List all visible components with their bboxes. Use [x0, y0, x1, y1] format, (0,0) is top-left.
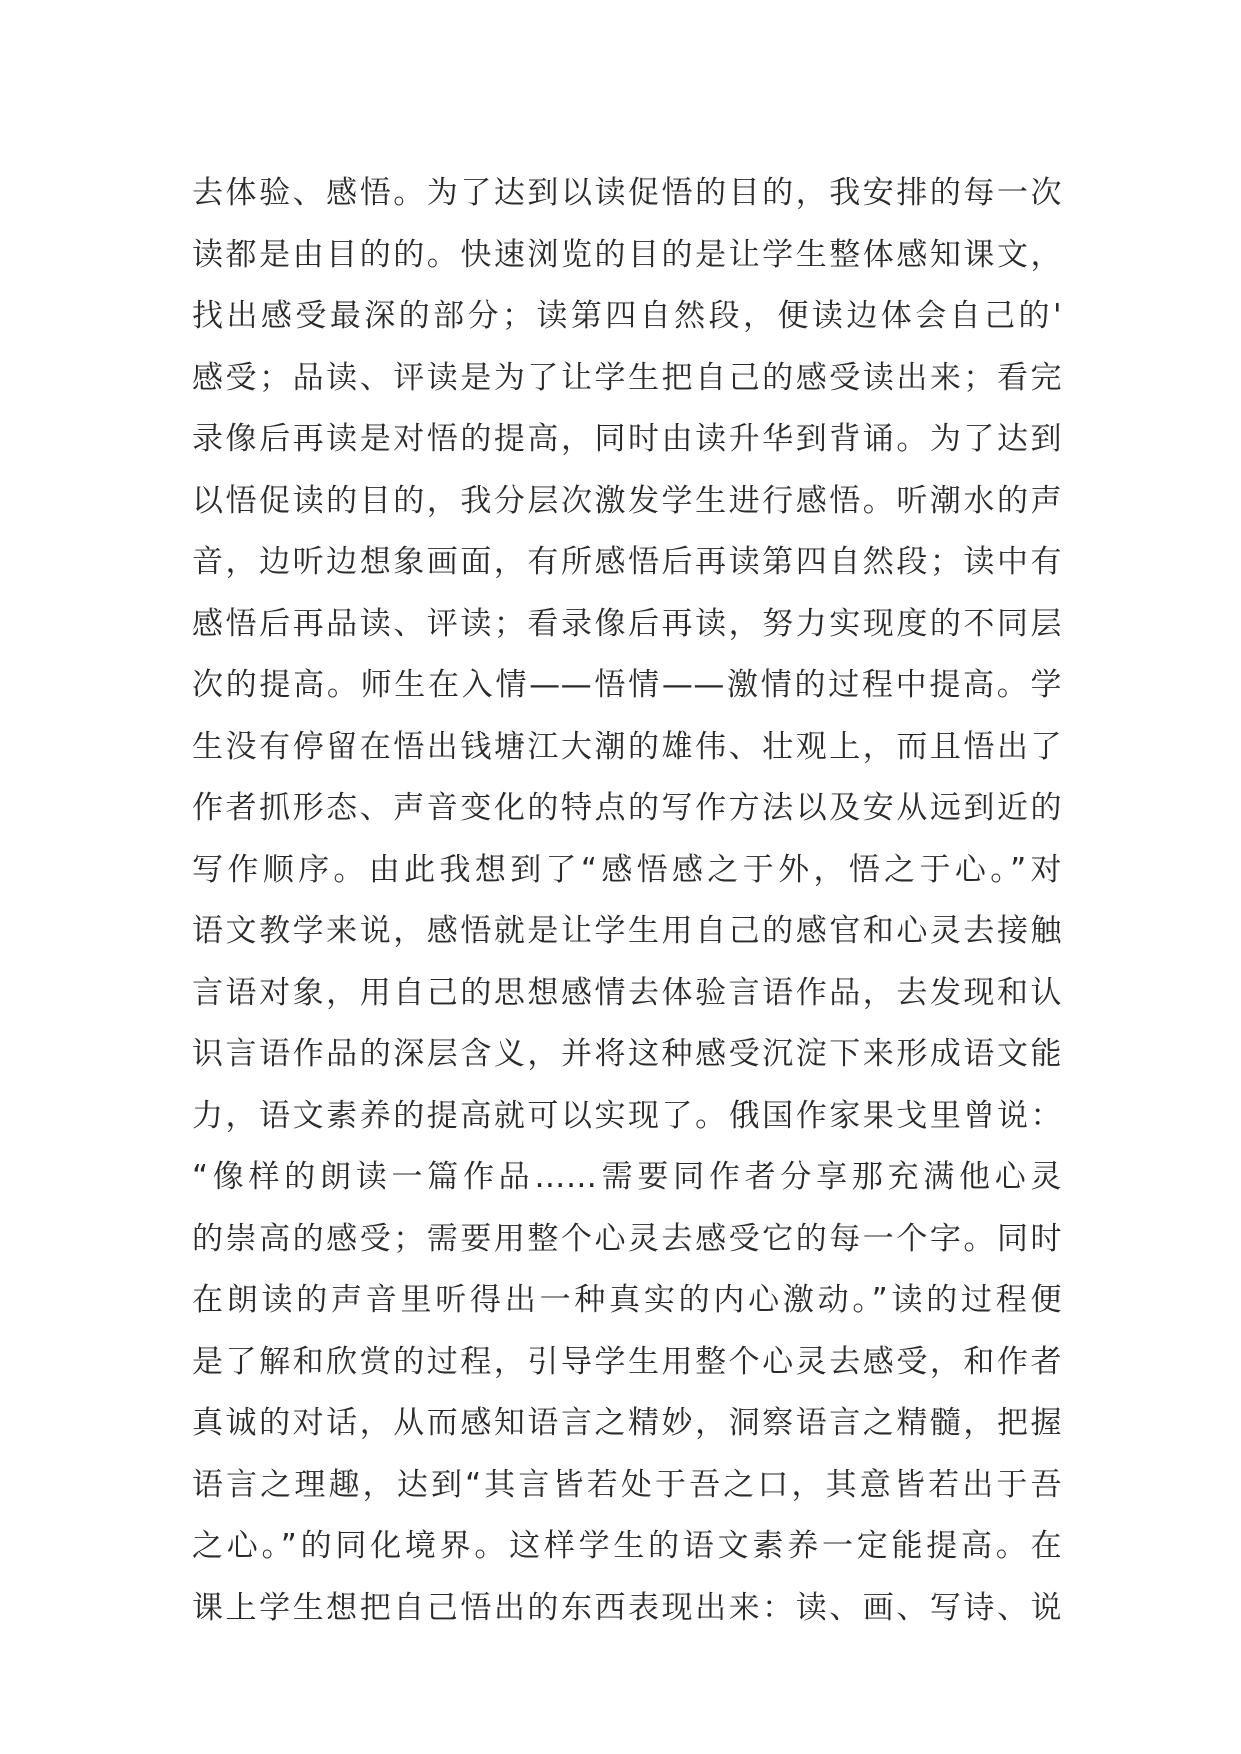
text-line: 之心。”的同化境界。这样学生的语文素养一定能提高。在 [192, 1528, 1062, 1564]
text-line: 在朗读的声音里听得出一种真实的内心激动。”读的过程便 [192, 1282, 1062, 1318]
text-line: 言语对象，用自己的思想感情去体验言语作品，去发现和认 [192, 974, 1062, 1011]
text-line: 是了解和欣赏的过程，引导学生用整个心灵去感受，和作者 [192, 1343, 1062, 1380]
text-line: 以悟促读的目的，我分层次激发学生进行感悟。听潮水的声 [192, 482, 1062, 519]
text-line: 力，语文素养的提高就可以实现了。俄国作家果戈里曾说： [192, 1097, 1062, 1134]
text-line: 感受；品读、评读是为了让学生把自己的感受读出来；看完 [192, 359, 1062, 396]
text-line: 课上学生想把自己悟出的东西表现出来：读、画、写诗、说 [192, 1589, 1062, 1626]
text-line: 音，边听边想象画面，有所感悟后再读第四自然段；读中有 [192, 544, 1062, 580]
text-line: 次的提高。师生在入情——悟情——激情的过程中提高。学 [192, 667, 1062, 703]
text-line: 感悟后再品读、评读；看录像后再读，努力实现度的不同层 [192, 605, 1062, 642]
text-line: 语言之理趣，达到“其言皆若处于吾之口，其意皆若出于吾 [192, 1466, 1062, 1503]
text-line: 生没有停留在悟出钱塘江大潮的雄伟、壮观上，而且悟出了 [192, 728, 1062, 765]
text-line: 写作顺序。由此我想到了“感悟感之于外，悟之于心。”对 [192, 851, 1062, 888]
text-line: 语文教学来说，感悟就是让学生用自己的感官和心灵去接触 [192, 913, 1062, 949]
text-line: 识言语作品的深层含义，并将这种感受沉淀下来形成语文能 [192, 1036, 1062, 1072]
body-text [192, 163, 1062, 1639]
text-line: 找出感受最深的部分；读第四自然段，便读边体会自己的' [192, 298, 1062, 334]
text-line: 作者抓形态、声音变化的特点的写作方法以及安从远到近的 [192, 790, 1062, 826]
text-line: “像样的朗读一篇作品……需要同作者分享那充满他心灵 [192, 1159, 1062, 1195]
text-line: 录像后再读是对悟的提高，同时由读升华到背诵。为了达到 [192, 421, 1062, 457]
text-line: 真诚的对话，从而感知语言之精妙，洞察语言之精髓，把握 [192, 1405, 1062, 1441]
text-line: 的崇高的感受；需要用整个心灵去感受它的每一个字。同时 [192, 1220, 1062, 1257]
text-line: 读都是由目的的。快速浏览的目的是让学生整体感知课文， [192, 236, 1062, 273]
text-line: 去体验、感悟。为了达到以读促悟的目的，我安排的每一次 [192, 175, 1062, 211]
